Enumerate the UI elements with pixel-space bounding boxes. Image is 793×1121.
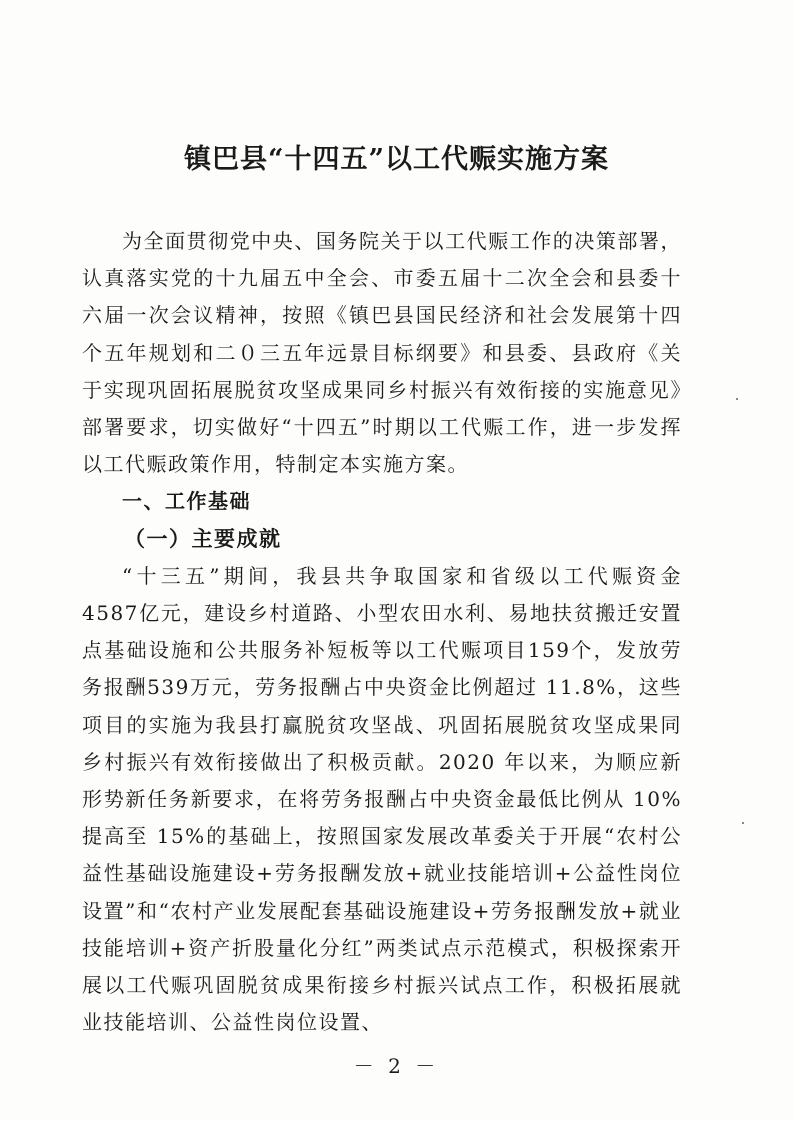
subsection-heading: （一）主要成就: [124, 526, 282, 551]
intro-paragraph: 为全面贯彻党中央、国务院关于以工代赈工作的决策部署，认真落实党的十九届五中全会、市委五届十二次全会和县委十六届一次会议精神，按照《镇巴县国民经济和社会发展第十四个五年规划和二０三五年远景目标纲要》和县委、县政府《关于实现巩固拓展脱贫攻坚成果同乡村振兴有效衔接的实施意见》部署要求，切实做好“十四五”时期以工代赈工作，进一步发挥以工代赈政策作用，特制定本实施方案。: [82, 229, 682, 477]
scan-speck: [736, 398, 738, 400]
scan-speck: [742, 822, 744, 824]
section-heading: 一、工作基础: [122, 489, 251, 514]
page-number: － 2 －: [353, 1054, 440, 1078]
document-body: [82, 223, 682, 1041]
document-title: 镇巴县“十四五”以工代赈实施方案: [183, 144, 610, 175]
achievements-paragraph: “十三五”期间，我县共争取国家和省级以工代赈资金 4587亿元，建设乡村道路、小型农田水利、易地扶贫搬迁安置点基础设施和公共服务补短板等以工代赈项目159个，发放劳务报酬539万元，劳务报酬占中央资金比例超过 11.8%，这些项目的实施为我县打赢脱贫攻坚战、巩固拓展脱贫攻坚成果同乡村振兴有效衔接做出了积极贡献。2020 年以来，为顺应新形势新任务新要求，在将劳务报酬占中央资金最低比例从 10%提高至 15%的基础上，按照国家发展改革委关于开展“农村公益性基础设施建设+劳务报酬发放+就业技能培训+公益性岗位设置”和“农村产业发展配套基础设施建设+劳务报酬发放+就业技能培训+资产折股量化分红”两类试点示范模式，积极探索开展以工代赈巩固脱贫成果衔接乡村振兴试点工作，积极拓展就业技能培训、公益性岗位设置、: [82, 563, 682, 1035]
